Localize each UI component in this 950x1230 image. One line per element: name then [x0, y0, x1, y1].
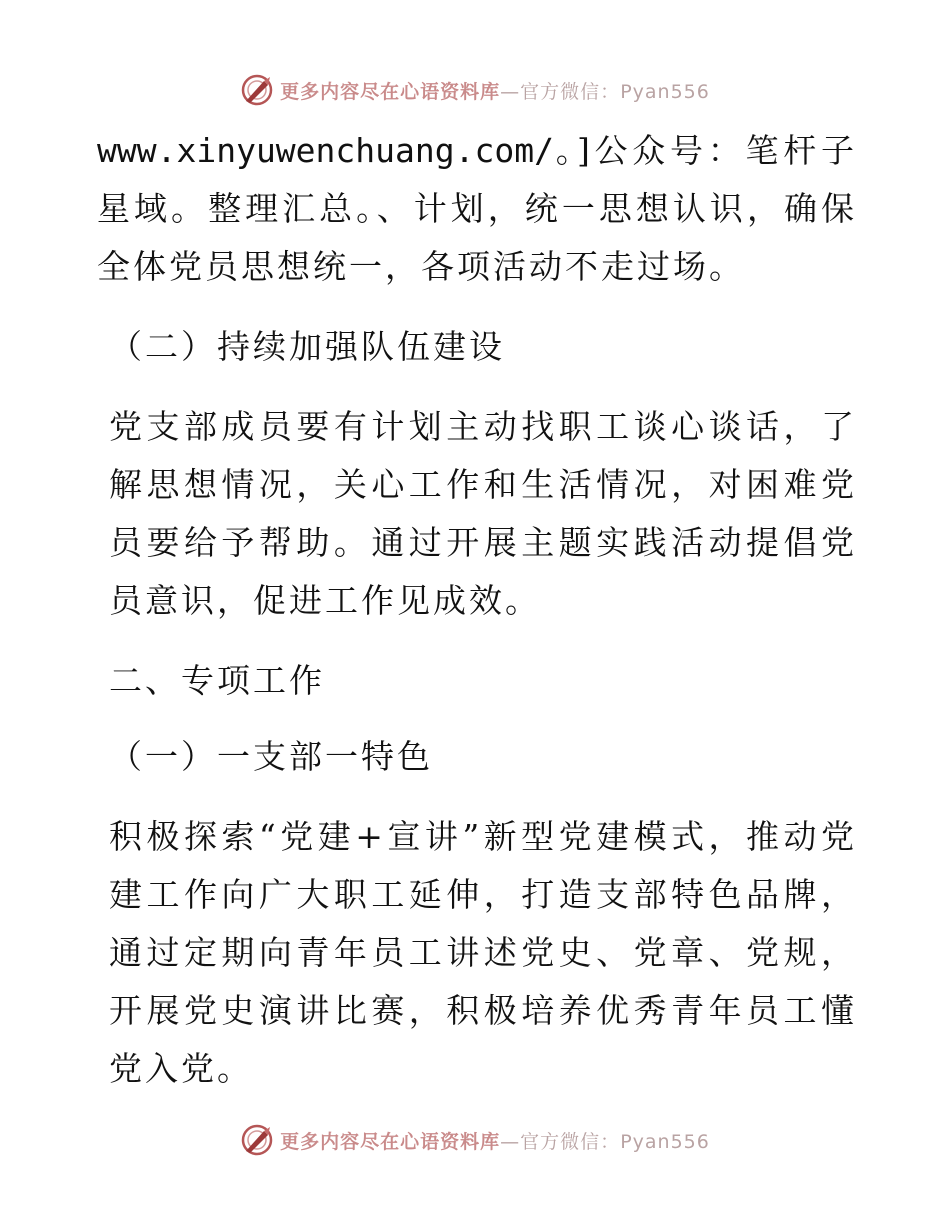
paragraph-intro — [97, 122, 857, 296]
heading-special-work: 二、专项工作 — [109, 661, 325, 700]
brand-text: 更多内容尽在心语资料库 — [280, 1130, 501, 1153]
document-body — [97, 122, 857, 1098]
heading-branch-feature: （一）一支部一特色 — [109, 737, 433, 776]
wechat-label: 官方微信： — [520, 80, 621, 103]
heading-team-building: （二）持续加强队伍建设 — [109, 327, 505, 366]
brand-text: 更多内容尽在心语资料库 — [280, 80, 501, 103]
paragraph-team-building: 党支部成员要有计划主动找职工谈心谈话，了解思想情况，关心工作和生活情况，对困难党员要给予帮助。通过开展主题实践活动提倡党员意识，促进工作见成效。 — [109, 407, 857, 620]
footer-banner — [0, 1122, 950, 1158]
header-banner — [0, 72, 950, 108]
intro-text: 。]公众号：笔杆子星域。整理汇总。、计划，统一思想认识，确保全体党员思想统一，各项活动不走过场。 — [97, 131, 857, 286]
banner-text — [280, 1127, 710, 1154]
pen-logo-icon — [240, 1123, 274, 1157]
wechat-id: Pyan556 — [620, 1130, 710, 1153]
source-url: www.xinyuwenchuang.com/ — [97, 131, 554, 170]
wechat-id: Pyan556 — [620, 80, 710, 103]
pen-logo-icon — [240, 73, 274, 107]
paragraph-branch-feature: 积极探索“党建+宣讲”新型党建模式，推动党建工作向广大职工延伸，打造支部特色品牌，通过定期向青年员工讲述党史、党章、党规，开展党史演讲比赛，积极培养优秀青年员工懂党入党。 — [109, 817, 857, 1088]
banner-separator: — — [500, 1130, 521, 1153]
banner-separator: — — [500, 80, 521, 103]
wechat-label: 官方微信： — [520, 1130, 621, 1153]
banner-text — [280, 77, 710, 104]
